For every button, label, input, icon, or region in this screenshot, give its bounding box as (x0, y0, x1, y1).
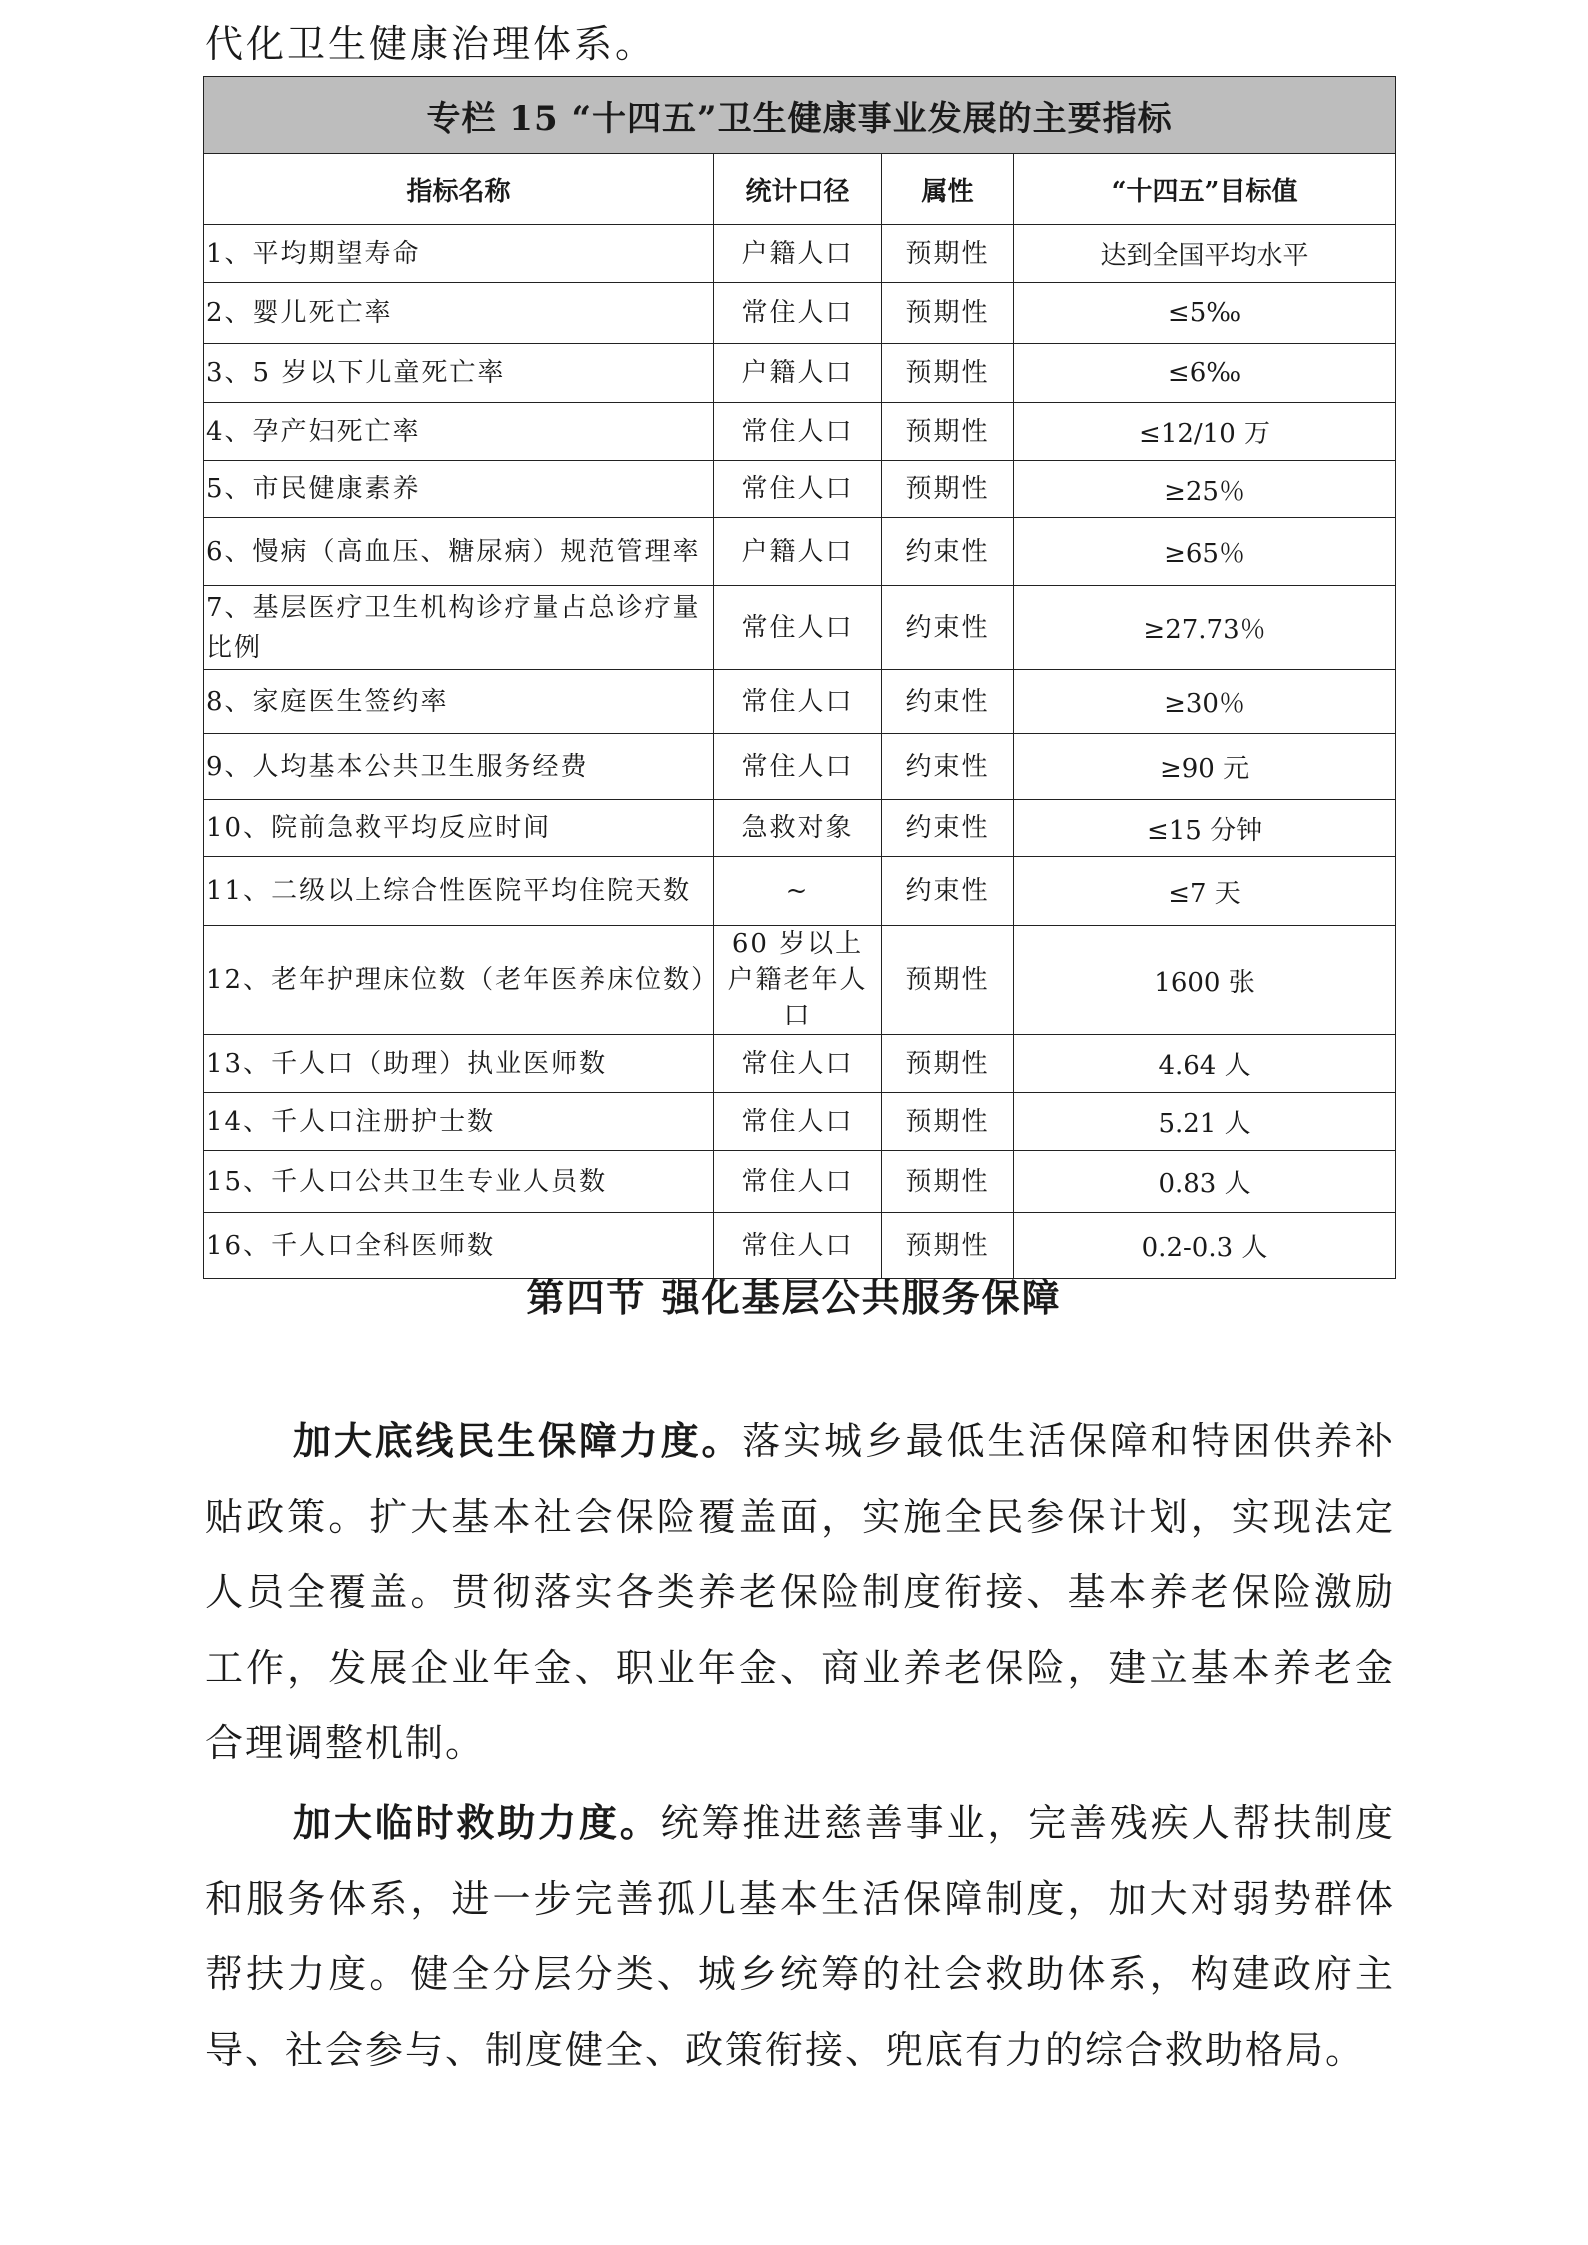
attribute-cell: 预期性 (882, 225, 1014, 283)
indicator-name-cell: 13、千人口（助理）执业医师数 (204, 1035, 714, 1093)
header-indicator-name: 指标名称 (204, 154, 714, 225)
target-cell: ≥25％ (1014, 461, 1396, 518)
paragraph-body: 落实城乡最低生活保障和特困供养补贴政策。扩大基本社会保险覆盖面，实施全民参保计划，实现法定人员全覆盖。贯彻落实各类养老保险制度衔接、基本养老保险激励工作，发展企业年金、职业年金、商业养老保险，建立基本养老金合理调整机制。 (205, 1419, 1395, 1765)
table-body (204, 225, 1396, 1279)
scope-cell: 常住人口 (714, 670, 882, 734)
indicator-name-cell: 3、5 岁以下儿童死亡率 (204, 344, 714, 403)
table-row (204, 461, 1396, 518)
indicator-name-cell: 10、院前急救平均反应时间 (204, 800, 714, 857)
paragraph-lead: 加大临时救助力度。 (293, 1801, 661, 1845)
table-row (204, 734, 1396, 800)
attribute-cell: 预期性 (882, 461, 1014, 518)
scope-cell: 户籍人口 (714, 518, 882, 586)
attribute-cell: 预期性 (882, 1151, 1014, 1213)
continued-text-line: 代化卫生健康治理体系。 (205, 22, 657, 66)
target-cell: ≥27.73％ (1014, 586, 1396, 670)
table-row (204, 857, 1396, 926)
paragraph-body: 统筹推进慈善事业，完善残疾人帮扶制度和服务体系，进一步完善孤儿基本生活保障制度，加大对弱势群体帮扶力度。健全分层分类、城乡统筹的社会救助体系，构建政府主导、社会参与、制度健全、政策衔接、兜底有力的综合救助格局。 (205, 1801, 1395, 2072)
attribute-cell: 预期性 (882, 1093, 1014, 1151)
table-row (204, 1093, 1396, 1151)
header-attribute: 属性 (882, 154, 1014, 225)
table-row (204, 670, 1396, 734)
attribute-cell: 约束性 (882, 586, 1014, 670)
section-title: 第四节 强化基层公共服务保障 (526, 1276, 1062, 1320)
table-row (204, 518, 1396, 586)
attribute-cell: 约束性 (882, 734, 1014, 800)
attribute-cell: 约束性 (882, 800, 1014, 857)
table-header-row (204, 154, 1396, 225)
scope-cell: 常住人口 (714, 1093, 882, 1151)
target-cell: ≥30％ (1014, 670, 1396, 734)
scope-cell: 常住人口 (714, 461, 882, 518)
scope-cell: 常住人口 (714, 283, 882, 344)
target-cell: ≤6‰ (1014, 344, 1396, 403)
table-row (204, 800, 1396, 857)
table-row (204, 344, 1396, 403)
attribute-cell: 预期性 (882, 1213, 1014, 1279)
table-row (204, 926, 1396, 1035)
scope-cell: 户籍人口 (714, 344, 882, 403)
paragraph-lead: 加大底线民生保障力度。 (293, 1419, 743, 1463)
indicator-name-cell: 11、二级以上综合性医院平均住院天数 (204, 857, 714, 926)
indicator-name-cell: 5、市民健康素养 (204, 461, 714, 518)
attribute-cell: 预期性 (882, 403, 1014, 461)
target-cell: 1600 张 (1014, 926, 1396, 1035)
attribute-cell: 预期性 (882, 283, 1014, 344)
paragraph (205, 1404, 1395, 1782)
attribute-cell: 约束性 (882, 857, 1014, 926)
scope-cell: 常住人口 (714, 1213, 882, 1279)
table-row (204, 586, 1396, 670)
attribute-cell: 预期性 (882, 344, 1014, 403)
scope-cell: ~ (714, 857, 882, 926)
indicator-name-cell: 14、千人口注册护士数 (204, 1093, 714, 1151)
indicator-name-cell: 6、慢病（高血压、糖尿病）规范管理率 (204, 518, 714, 586)
indicator-name-cell: 9、人均基本公共卫生服务经费 (204, 734, 714, 800)
indicator-name-cell: 7、基层医疗卫生机构诊疗量占总诊疗量比例 (204, 586, 714, 670)
target-cell: ≤5‰ (1014, 283, 1396, 344)
header-target: “十四五”目标值 (1014, 154, 1396, 225)
scope-cell: 户籍人口 (714, 225, 882, 283)
indicator-name-cell: 1、平均期望寿命 (204, 225, 714, 283)
table-caption-row (204, 77, 1396, 154)
indicator-name-cell: 16、千人口全科医师数 (204, 1213, 714, 1279)
target-cell: 0.2-0.3 人 (1014, 1213, 1396, 1279)
table-row (204, 1151, 1396, 1213)
scope-cell: 常住人口 (714, 1151, 882, 1213)
table-row (204, 225, 1396, 283)
scope-cell: 急救对象 (714, 800, 882, 857)
target-cell: ≥90 元 (1014, 734, 1396, 800)
attribute-cell: 预期性 (882, 1035, 1014, 1093)
scope-cell: 常住人口 (714, 586, 882, 670)
target-cell: 5.21 人 (1014, 1093, 1396, 1151)
target-cell: 4.64 人 (1014, 1035, 1396, 1093)
scope-cell: 常住人口 (714, 734, 882, 800)
header-scope: 统计口径 (714, 154, 882, 225)
table-caption: 专栏 15 “十四五”卫生健康事业发展的主要指标 (204, 77, 1396, 154)
attribute-cell: 约束性 (882, 670, 1014, 734)
target-cell: ≤15 分钟 (1014, 800, 1396, 857)
target-cell: ≤7 天 (1014, 857, 1396, 926)
scope-cell: 常住人口 (714, 1035, 882, 1093)
target-cell: ≥65％ (1014, 518, 1396, 586)
indicator-name-cell: 2、婴儿死亡率 (204, 283, 714, 344)
target-cell: 0.83 人 (1014, 1151, 1396, 1213)
attribute-cell: 预期性 (882, 926, 1014, 1035)
indicator-name-cell: 8、家庭医生签约率 (204, 670, 714, 734)
indicator-table (203, 76, 1396, 1279)
paragraph (205, 1786, 1395, 2088)
table-row (204, 1035, 1396, 1093)
scope-cell: 常住人口 (714, 403, 882, 461)
indicator-name-cell: 4、孕产妇死亡率 (204, 403, 714, 461)
scope-cell: 60 岁以上户籍老年人口 (714, 926, 882, 1035)
target-cell: 达到全国平均水平 (1014, 225, 1396, 283)
target-cell: ≤12/10 万 (1014, 403, 1396, 461)
table-row (204, 283, 1396, 344)
table-row (204, 403, 1396, 461)
indicator-name-cell: 12、老年护理床位数（老年医养床位数） (204, 926, 714, 1035)
attribute-cell: 约束性 (882, 518, 1014, 586)
indicator-name-cell: 15、千人口公共卫生专业人员数 (204, 1151, 714, 1213)
